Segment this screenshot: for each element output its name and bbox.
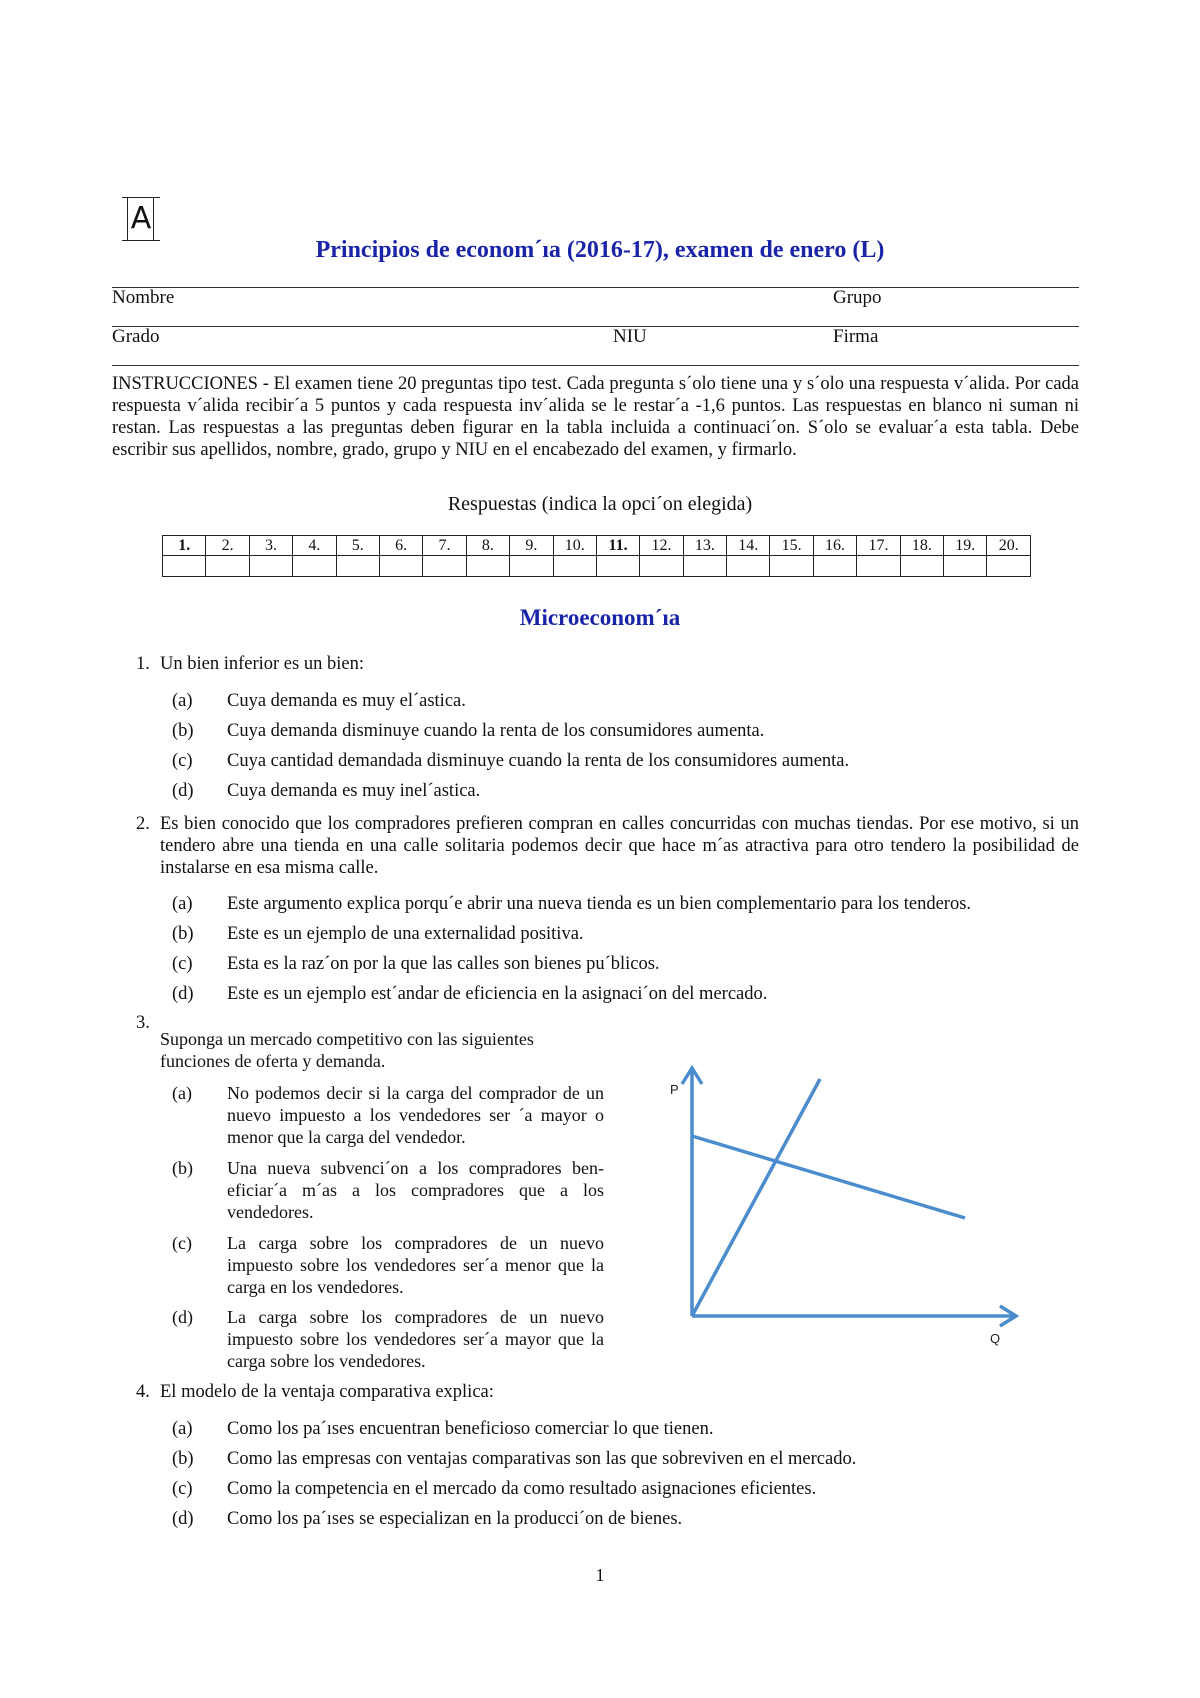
- answer-number: 8.: [466, 536, 509, 556]
- answers-caption: Respuestas (indica la opci´on elegida): [447, 493, 753, 515]
- answer-number: 6.: [379, 536, 422, 556]
- answer-number: 15.: [770, 536, 813, 556]
- option-text: Este es un ejemplo de una externalidad positiva.: [227, 924, 584, 944]
- option-label: (d): [172, 984, 194, 1004]
- option-label: (d): [172, 781, 194, 801]
- option-text: Cuya demanda es muy el´astica.: [227, 691, 466, 711]
- option-text: Como la competencia en el mercado da como resultado asignaciones eficientes.: [227, 1479, 817, 1499]
- section-title: Microeconom´ıa: [519, 605, 681, 630]
- answer-number: 9.: [510, 536, 553, 556]
- option-label: (d): [172, 1509, 194, 1529]
- answer-number: 5.: [336, 536, 379, 556]
- option-text: No podemos decir si la carga del comprador de un nuevo impuesto a los vendedores ser ´a mayor o menor que la carga del vendedor.: [227, 1083, 604, 1147]
- header-rule-top: [112, 287, 1079, 288]
- option-label: (b): [172, 721, 194, 741]
- niu-field-label: NIU: [613, 326, 647, 347]
- answer-cell[interactable]: [640, 556, 683, 577]
- option-text: Como los pa´ıses se especializan en la producci´on de bienes.: [227, 1509, 683, 1529]
- answer-cell[interactable]: [466, 556, 509, 577]
- answer-number: 2.: [206, 536, 249, 556]
- answer-cell[interactable]: [727, 556, 770, 577]
- version-box: [122, 197, 160, 241]
- answer-cell[interactable]: [553, 556, 596, 577]
- demand-curve: [692, 1136, 965, 1218]
- question-3-number: 3.: [136, 1013, 150, 1033]
- version-letter: A: [130, 201, 152, 236]
- firma-field-label: Firma: [833, 326, 879, 347]
- option-text: La carga sobre los compradores de un nuevo impuesto sobre los vendedores ser´a menor que la carga en los vendedores.: [227, 1233, 604, 1297]
- option-label: (c): [172, 1479, 193, 1499]
- option-label: (a): [172, 894, 193, 914]
- option-text: La carga sobre los compradores de un nuevo impuesto sobre los vendedores ser´a mayor que la carga sobre los vendedores.: [227, 1307, 604, 1371]
- question-2-number: 2.: [136, 814, 150, 834]
- instructions: INSTRUCCIONES - El examen tiene 20 preguntas tipo test. Cada pregunta s´olo tiene una y s´olo una respuesta v´alida. Por cada respuesta v´alida recibir´a 5 puntos y cada respuesta inv´alida se le restar´a -1,6 puntos. Las respuestas en blanco ni suman ni restan. Las respuestas a las preguntas deben figurar en la tabla incluida a continuaci´on. S´olo se evaluar´a esta tabla. Debe escribir sus apellidos, nombre, grado, grupo y NIU en el encabezado del examen, y firmarlo.: [112, 374, 1079, 460]
- option-text: Este argumento explica porqu´e abrir una nueva tienda es un bien complementario para los tenderos.: [227, 894, 972, 914]
- answer-cell[interactable]: [857, 556, 900, 577]
- option-label: (c): [172, 751, 193, 771]
- y-axis-label: P: [670, 1082, 679, 1097]
- answers-entry-row: [163, 556, 1031, 577]
- answer-cell[interactable]: [293, 556, 336, 577]
- option-text: Como los pa´ıses encuentran beneficioso comerciar lo que tienen.: [227, 1419, 714, 1439]
- answer-number: 3.: [249, 536, 292, 556]
- x-axis-label: Q: [990, 1331, 1001, 1346]
- option-text: Este es un ejemplo est´andar de eficiencia en la asignaci´on del mercado.: [227, 984, 768, 1004]
- option-label: (a): [172, 1419, 193, 1439]
- answer-cell[interactable]: [379, 556, 422, 577]
- option-text: Esta es la raz´on por la que las calles son bienes pu´blicos.: [227, 954, 660, 974]
- grado-field-label: Grado: [112, 326, 160, 347]
- option-label: (b): [172, 1449, 194, 1469]
- question-4-number: 4.: [136, 1382, 150, 1402]
- answer-cell[interactable]: [423, 556, 466, 577]
- answer-number: 16.: [813, 536, 856, 556]
- question-3-text: Suponga un mercado competitivo con las siguientes funciones de oferta y demanda.: [160, 1029, 534, 1071]
- answer-cell[interactable]: [510, 556, 553, 577]
- supply-curve: [692, 1079, 820, 1316]
- answers-table: [162, 535, 1031, 577]
- nombre-field-label: Nombre: [112, 287, 175, 308]
- option-text: Cuya cantidad demandada disminuye cuando la renta de los consumidores aumenta.: [227, 751, 850, 771]
- answer-cell[interactable]: [900, 556, 943, 577]
- answer-number: 17.: [857, 536, 900, 556]
- answer-cell[interactable]: [770, 556, 813, 577]
- question-1-text: Un bien inferior es un bien:: [160, 654, 364, 674]
- answer-cell[interactable]: [683, 556, 726, 577]
- question-1-number: 1.: [136, 654, 150, 674]
- answer-number: 7.: [423, 536, 466, 556]
- answer-cell[interactable]: [206, 556, 249, 577]
- option-text: Cuya demanda es muy inel´astica.: [227, 781, 481, 801]
- answer-number: 1.: [163, 536, 206, 556]
- question-2-text: Es bien conocido que los compradores prefieren compran en calles concurridas con muchas tiendas. Por ese motivo, si un tendero abre una tienda en una calle solitaria podemos decir que hace m´as atractiva para otro tendero la posibilidad de instalarse en esa misma calle.: [160, 814, 1079, 878]
- answer-cell[interactable]: [336, 556, 379, 577]
- answer-number: 4.: [293, 536, 336, 556]
- answer-cell[interactable]: [813, 556, 856, 577]
- option-text: Una nueva subvenci´on a los compradores ben- eficiar´a m´as a los compradores que a los vendedores.: [227, 1158, 604, 1222]
- answers-number-row: [163, 536, 1031, 556]
- answer-cell[interactable]: [987, 556, 1031, 577]
- answer-number: 13.: [683, 536, 726, 556]
- exam-title: Principios de econom´ıa (2016-17), examen de enero (L): [315, 237, 885, 263]
- option-label: (a): [172, 1083, 192, 1103]
- option-label: (c): [172, 954, 193, 974]
- page-number: 1: [595, 1565, 605, 1585]
- option-text: Como las empresas con ventajas comparativas son las que sobreviven en el mercado.: [227, 1449, 857, 1469]
- answer-number: 14.: [727, 536, 770, 556]
- question-4-text: El modelo de la ventaja comparativa explica:: [160, 1382, 494, 1402]
- supply-demand-graph: [660, 1060, 1030, 1350]
- answer-cell[interactable]: [163, 556, 206, 577]
- answer-cell[interactable]: [249, 556, 292, 577]
- answer-number: 12.: [640, 536, 683, 556]
- option-label: (c): [172, 1233, 192, 1253]
- option-label: (b): [172, 1158, 193, 1178]
- header-rule-middle: [112, 326, 1079, 327]
- answer-number: 19.: [944, 536, 987, 556]
- option-label: (a): [172, 691, 193, 711]
- answer-number: 20.: [987, 536, 1031, 556]
- answer-number: 11.: [596, 536, 639, 556]
- option-text: Cuya demanda disminuye cuando la renta de los consumidores aumenta.: [227, 721, 765, 741]
- answer-cell[interactable]: [944, 556, 987, 577]
- grupo-field-label: Grupo: [833, 287, 882, 308]
- answer-number: 18.: [900, 536, 943, 556]
- answer-cell[interactable]: [596, 556, 639, 577]
- option-label: (b): [172, 924, 194, 944]
- option-label: (d): [172, 1307, 193, 1327]
- answer-number: 10.: [553, 536, 596, 556]
- header-rule-bottom: [112, 365, 1079, 366]
